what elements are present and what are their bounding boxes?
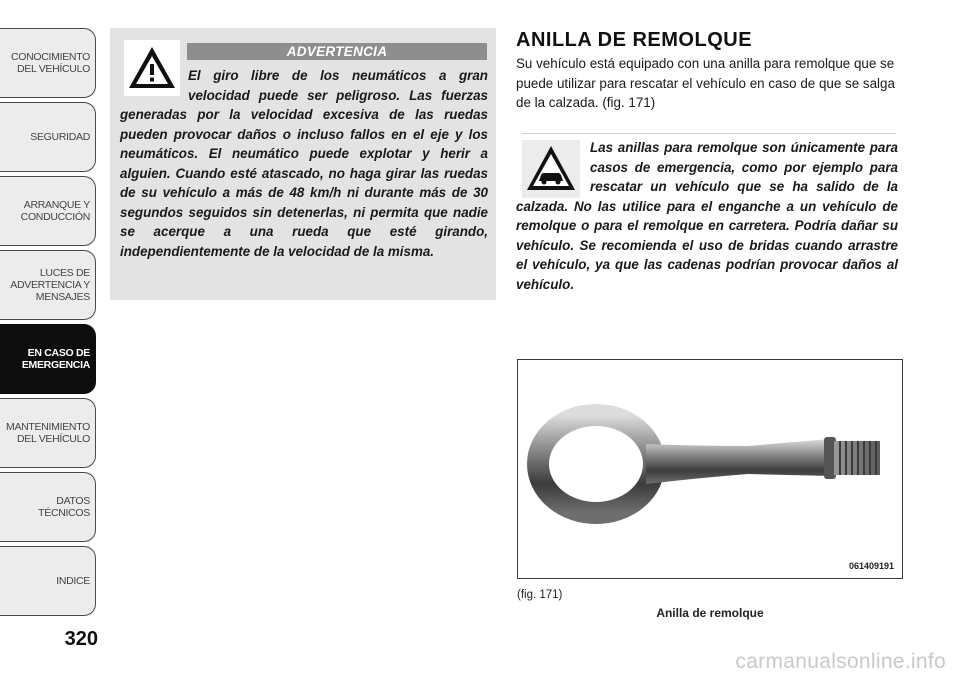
page-number: 320 — [64, 628, 98, 650]
figure-reference: (fig. 171) — [517, 589, 563, 601]
tab-datos-tecnicos[interactable]: DATOS TÉCNICOS — [0, 472, 96, 542]
tab-mantenimiento-del-vehiculo[interactable]: MANTENIMIENTO DEL VEHÍCULO — [0, 398, 96, 468]
warning-text-block — [110, 28, 496, 261]
tab-conocimiento-del-vehiculo[interactable]: CONOCIMIENTO DEL VEHÍCULO — [0, 28, 96, 98]
warning-text: El giro libre de los neumáticos a gran velocidad puede ser peligroso. Las fuerzas generadas por la velocidad excesiva de las ruedas pueden provocar daños o incluso fallos en el eje y los neumáticos. El neumático puede explotar y herir a alguien. Cuando esté atascado, no haga girar las ruedas de su vehículo a más de 48 km/h ni durante más de 30 segundos seguidos sin detenerlas, ni permita que nadie se acerque a una rueda que esté girando, independientemente de la velocidad de la misma. — [120, 68, 488, 259]
section-intro: Su vehículo está equipado con una anilla para remolque que se puede utilizar para rescatar el vehículo en caso de que se salga de la calzada. (fig. 171) — [516, 56, 895, 110]
note-text: Las anillas para remolque son únicamente para casos de emergencia, como por ejemplo para rescatar un vehículo que se ha salido de la calzada. No las utilice para el enganche a un vehículo de remolque o para el remolque en carretera. Podría dañar su vehículo. Se recomienda el uso de bridas cuando arrastre el vehículo, ya que las cadenas podrían provocar daños al vehículo. — [516, 140, 898, 292]
figure-code: 061409191 — [848, 561, 894, 571]
note-divider — [522, 133, 896, 134]
tab-luces-de-advertencia[interactable]: LUCES DE ADVERTENCIA Y MENSAJES — [0, 250, 96, 320]
tow-hook-illustration — [518, 360, 902, 578]
note-text-block — [516, 138, 898, 294]
tab-arranque-y-conduccion[interactable]: ARRANQUE Y CONDUCCIÓN — [0, 176, 96, 246]
tab-en-caso-de-emergencia[interactable]: EN CASO DE EMERGENCIA — [0, 324, 96, 394]
watermark: carmanualsonline.info — [735, 650, 946, 673]
section-title: ANILLA DE REMOLQUE — [516, 29, 753, 51]
warning-title: ADVERTENCIA — [187, 43, 487, 60]
warning-box — [110, 28, 496, 300]
figure-tow-hook — [517, 359, 903, 579]
tab-seguridad[interactable]: SEGURIDAD — [0, 102, 96, 172]
tab-indice[interactable]: INDICE — [0, 546, 96, 616]
figure-caption: Anilla de remolque — [656, 606, 764, 620]
